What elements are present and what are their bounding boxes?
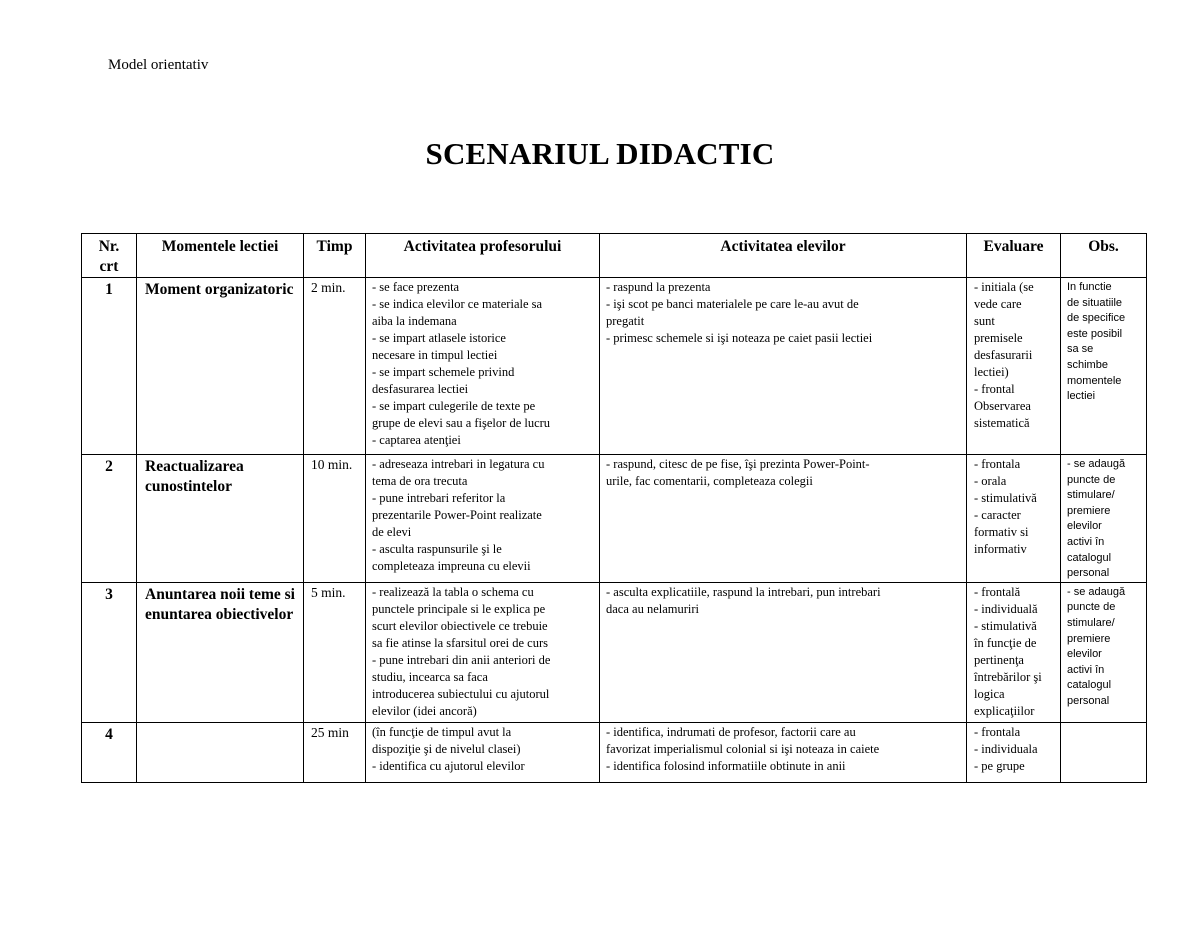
table-row xyxy=(82,455,1147,583)
lesson-plan-table xyxy=(81,233,1147,783)
row-observations xyxy=(1061,278,1147,455)
row-moment xyxy=(137,455,304,583)
teacher-activity-line: scurt elevilor obiectivele ce trebuie xyxy=(372,618,548,633)
teacher-activity-line: necesare in timpul lectiei xyxy=(372,348,498,362)
observation-line: stimulare/ xyxy=(1067,616,1115,629)
teacher-activity-line: tema de ora trecuta xyxy=(372,474,468,488)
evaluation-line: logica xyxy=(974,686,1005,701)
teacher-activity-line: - pune intrebari referitor la xyxy=(372,491,506,505)
observation-line: este posibil xyxy=(1067,327,1123,340)
observation-line: premiere xyxy=(1067,504,1111,517)
teacher-activity-line: - identifica cu ajutorul elevilor xyxy=(372,758,525,773)
teacher-activity-line: punctele principale si le explica pe xyxy=(372,601,546,616)
student-activity-line: daca au nelamuriri xyxy=(606,601,700,616)
teacher-activity-line: elevilor (idei ancoră) xyxy=(372,703,477,718)
observation-line: activi în xyxy=(1067,535,1105,548)
student-activity-line: urile, fac comentarii, completeaza colegii xyxy=(606,474,813,488)
teacher-activity-line: (în funcţie de timpul avut la xyxy=(372,724,512,739)
observation-line: puncte de xyxy=(1067,601,1116,614)
observation-line: stimulare/ xyxy=(1067,489,1115,502)
evaluation-line: premisele xyxy=(974,331,1023,345)
row-observations xyxy=(1061,455,1147,583)
row-time: 25 min xyxy=(304,722,366,782)
teacher-activity-line: completeaza impreuna cu elevii xyxy=(372,559,531,573)
evaluation-line: - frontala xyxy=(974,724,1021,739)
evaluation-line: pertinenţa xyxy=(974,652,1024,667)
teacher-activity-line: - realizează la tabla o schema cu xyxy=(372,584,534,599)
evaluation-line: - orala xyxy=(974,474,1007,488)
teacher-activity-line: - se impart culegerile de texte pe xyxy=(372,399,536,413)
evaluation-line: sistematică xyxy=(974,416,1030,430)
row-number: 1 xyxy=(82,278,137,455)
row-observations xyxy=(1061,582,1147,722)
header-nr-line: crt xyxy=(99,258,119,275)
row-number: 3 xyxy=(82,582,137,722)
observation-line: elevilor xyxy=(1067,648,1102,661)
student-activity-line: - asculta explicatiile, raspund la intrebari, pun intrebari xyxy=(606,584,881,599)
evaluation-line: sunt xyxy=(974,314,995,328)
evaluation-line: întrebărilor şi xyxy=(974,669,1042,684)
student-activity-line: pregatit xyxy=(606,314,645,328)
evaluation-line: - pe grupe xyxy=(974,758,1025,773)
teacher-activity-line: studiu, incearca sa faca xyxy=(372,669,488,684)
evaluation-line: - frontala xyxy=(974,457,1021,471)
row-student-activity xyxy=(600,722,967,782)
teacher-activity-line: prezentarile Power-Point realizate xyxy=(372,508,542,522)
observation-line: elevilor xyxy=(1067,520,1102,533)
observation-line: catalogul xyxy=(1067,551,1112,564)
observation-line: - se adaugă xyxy=(1067,585,1126,598)
row-number: 4 xyxy=(82,722,137,782)
teacher-activity-line: - se impart schemele privind xyxy=(372,365,515,379)
evaluation-line: vede care xyxy=(974,297,1022,311)
teacher-activity-line: - se indica elevilor ce materiale sa xyxy=(372,297,543,311)
row-evaluation xyxy=(967,722,1061,782)
student-activity-line: - işi scot pe banci materialele pe care le-au avut de xyxy=(606,297,859,311)
header-moment: Momentele lectiei xyxy=(137,234,304,278)
header-nr-line: Nr. xyxy=(98,238,120,255)
table-row xyxy=(82,722,1147,782)
evaluation-line: - stimulativă xyxy=(974,618,1037,633)
row-teacher-activity xyxy=(366,278,600,455)
observation-line: lectiei xyxy=(1067,390,1096,403)
row-evaluation xyxy=(967,582,1061,722)
document-header-label: Model orientativ xyxy=(108,57,209,73)
observation-line: schimbe xyxy=(1067,358,1108,371)
evaluation-line: - individuală xyxy=(974,601,1038,616)
evaluation-line: desfasurarii xyxy=(974,348,1033,362)
page-title: SCENARIUL DIDACTIC xyxy=(425,136,775,171)
row-evaluation xyxy=(967,455,1061,583)
evaluation-line: informativ xyxy=(974,542,1027,556)
evaluation-line: - caracter xyxy=(974,508,1021,522)
student-activity-line: - raspund la prezenta xyxy=(606,280,711,294)
header-obs: Obs. xyxy=(1061,234,1147,278)
observation-line: premiere xyxy=(1067,632,1111,645)
observation-line: - se adaugă xyxy=(1067,458,1126,470)
row-teacher-activity xyxy=(366,722,600,782)
header-nr xyxy=(82,234,137,278)
observation-line: catalogul xyxy=(1067,679,1112,692)
header-profesor: Activitatea profesorului xyxy=(366,234,600,278)
header-nr-label xyxy=(86,237,132,277)
observation-line: momentele xyxy=(1067,374,1122,387)
evaluation-line: - frontal xyxy=(974,382,1015,396)
evaluation-line: - frontală xyxy=(974,584,1021,599)
moment-label: Anuntarea noii teme si enuntarea obiectivelor xyxy=(145,585,295,623)
moment-label: Reactualizarea cunostintelor xyxy=(145,458,244,495)
teacher-activity-line: - asculta raspunsurile şi le xyxy=(372,542,502,556)
header-timp: Timp xyxy=(304,234,366,278)
teacher-activity-line: desfasurarea lectiei xyxy=(372,382,469,396)
student-activity-line: - identifica, indrumati de profesor, factorii care au xyxy=(606,724,856,739)
row-number: 2 xyxy=(82,455,137,583)
observation-line: de situatiile xyxy=(1067,296,1123,309)
observation-line: personal xyxy=(1067,567,1110,580)
header-evaluare: Evaluare xyxy=(967,234,1061,278)
table-header-row xyxy=(82,234,1147,278)
row-student-activity xyxy=(600,455,967,583)
student-activity-line: favorizat imperialismul colonial si işi noteaza in caiete xyxy=(606,741,880,756)
evaluation-line: lectiei) xyxy=(974,365,1009,379)
row-time: 2 min. xyxy=(304,278,366,455)
evaluation-line: explicaţiilor xyxy=(974,703,1035,718)
evaluation-line: Observarea xyxy=(974,399,1031,413)
evaluation-line: în funcţie de xyxy=(974,635,1037,650)
student-activity-line: - raspund, citesc de pe fise, îşi prezinta Power-Point- xyxy=(606,457,870,471)
evaluation-line: - individuala xyxy=(974,741,1038,756)
row-moment xyxy=(137,278,304,455)
observation-line: personal xyxy=(1067,694,1110,707)
row-student-activity xyxy=(600,582,967,722)
evaluation-line: formativ si xyxy=(974,525,1029,539)
teacher-activity-line: dispoziţie şi de nivelul clasei) xyxy=(372,741,521,756)
observation-line: de specifice xyxy=(1067,312,1126,325)
row-teacher-activity xyxy=(366,582,600,722)
row-time: 5 min. xyxy=(304,582,366,722)
row-time: 10 min. xyxy=(304,455,366,583)
student-activity-line: - identifica folosind informatiile obtinute in anii xyxy=(606,758,846,773)
teacher-activity-line: - adreseaza intrebari in legatura cu xyxy=(372,457,545,471)
evaluation-line: - stimulativă xyxy=(974,491,1037,505)
observation-line: puncte de xyxy=(1067,473,1116,486)
teacher-activity-line: aiba la indemana xyxy=(372,314,457,328)
teacher-activity-line: - se impart atlasele istorice xyxy=(372,331,506,345)
header-elevi: Activitatea elevilor xyxy=(600,234,967,278)
row-moment xyxy=(137,722,304,782)
teacher-activity-line: - pune intrebari din anii anteriori de xyxy=(372,652,551,667)
row-observations xyxy=(1061,722,1147,782)
moment-label: Moment organizatoric xyxy=(145,281,294,298)
evaluation-line: - initiala (se xyxy=(974,280,1034,294)
student-activity-line: - primesc schemele si işi noteaza pe caiet pasii lectiei xyxy=(606,331,873,345)
observation-line: activi în xyxy=(1067,663,1105,676)
table-row xyxy=(82,582,1147,722)
teacher-activity-line: sa fie atinse la sfarsitul orei de curs xyxy=(372,635,548,650)
teacher-activity-line: - se face prezenta xyxy=(372,280,460,294)
table-row xyxy=(82,278,1147,455)
teacher-activity-line: introducerea subiectului cu ajutorul xyxy=(372,686,550,701)
row-student-activity xyxy=(600,278,967,455)
teacher-activity-line: - captarea atenţiei xyxy=(372,433,461,447)
observation-line: sa se xyxy=(1067,343,1094,356)
observation-line: In functie xyxy=(1067,281,1112,293)
row-teacher-activity xyxy=(366,455,600,583)
teacher-activity-line: grupe de elevi sau a fişelor de lucru xyxy=(372,416,551,430)
row-evaluation xyxy=(967,278,1061,455)
row-moment xyxy=(137,582,304,722)
teacher-activity-line: de elevi xyxy=(372,525,412,539)
